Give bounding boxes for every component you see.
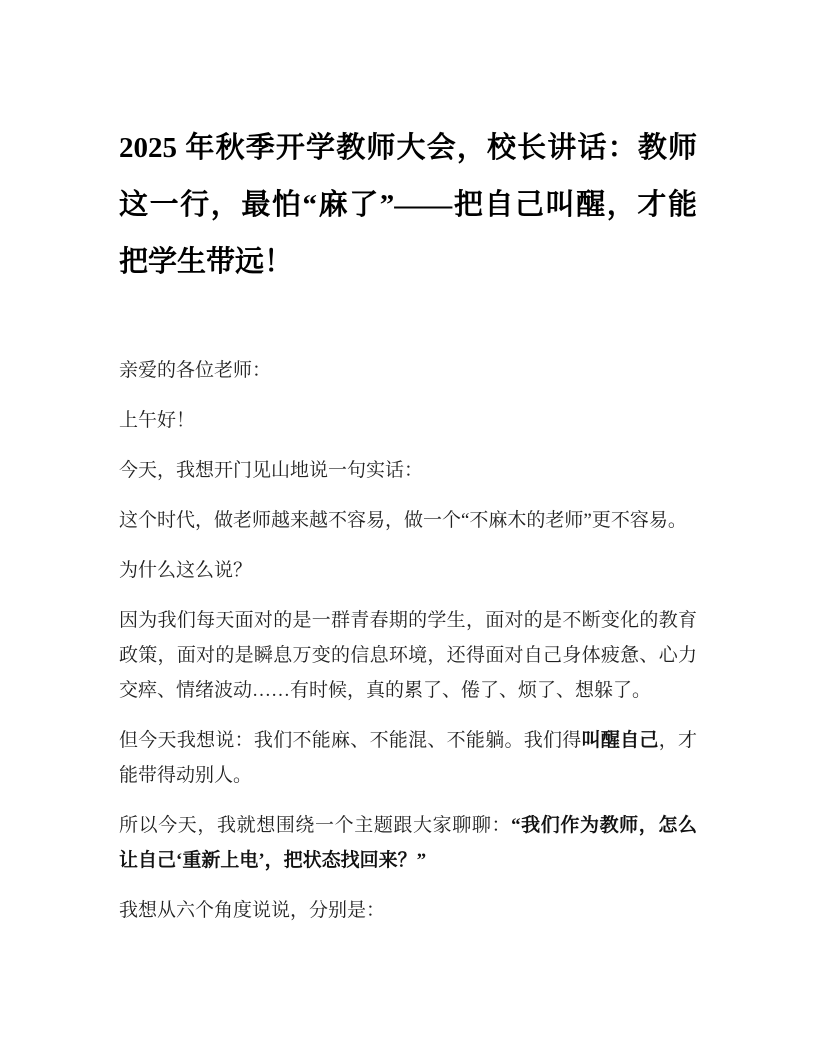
paragraph [119,723,697,793]
paragraph [119,453,697,488]
bold-text-run: “我们作为教师，怎么让自己‘重新上电’，把状态找回来？” [119,815,697,871]
paragraph [119,893,697,928]
document-title: 2025 年秋季开学教师大会，校长讲话：教师这一行，最怕“麻了”——把自己叫醒，才能把学生带远！ [119,132,697,278]
text-run: 上午好！ [119,410,196,431]
paragraph [119,353,697,388]
paragraph [119,553,697,588]
text-run: ，才能带得动别人。 [119,730,697,786]
text-run: 所以今天，我就想围绕一个主题跟大家聊聊： [119,815,512,836]
text-run: 亲爱的各位老师： [119,360,272,381]
text-run: 今天，我想开门见山地说一句实话： [119,460,424,481]
text-run: 为什么这么说？ [119,560,253,581]
text-run: 这个时代，做老师越来越不容易，做一个“不麻木的老师”更不容易。 [119,510,687,531]
paragraph [119,603,697,708]
document-content [119,0,697,943]
text-run: 因为我们每天面对的是一群青春期的学生，面对的是不断变化的教育政策，面对的是瞬息万变的信息环境，还得面对自己身体疲惫、心力交瘁、情绪波动……有时候，真的累了、倦了、烦了、想躲了。 [119,610,697,701]
document-body [119,353,697,928]
text-run: 但今天我想说：我们不能麻、不能混、不能躺。我们得 [119,730,582,751]
bold-text-run: 叫醒自己 [581,730,659,751]
paragraph [119,403,697,438]
paragraph [119,808,697,878]
paragraph [119,503,697,538]
text-run: 我想从六个角度说说，分别是： [119,900,386,921]
